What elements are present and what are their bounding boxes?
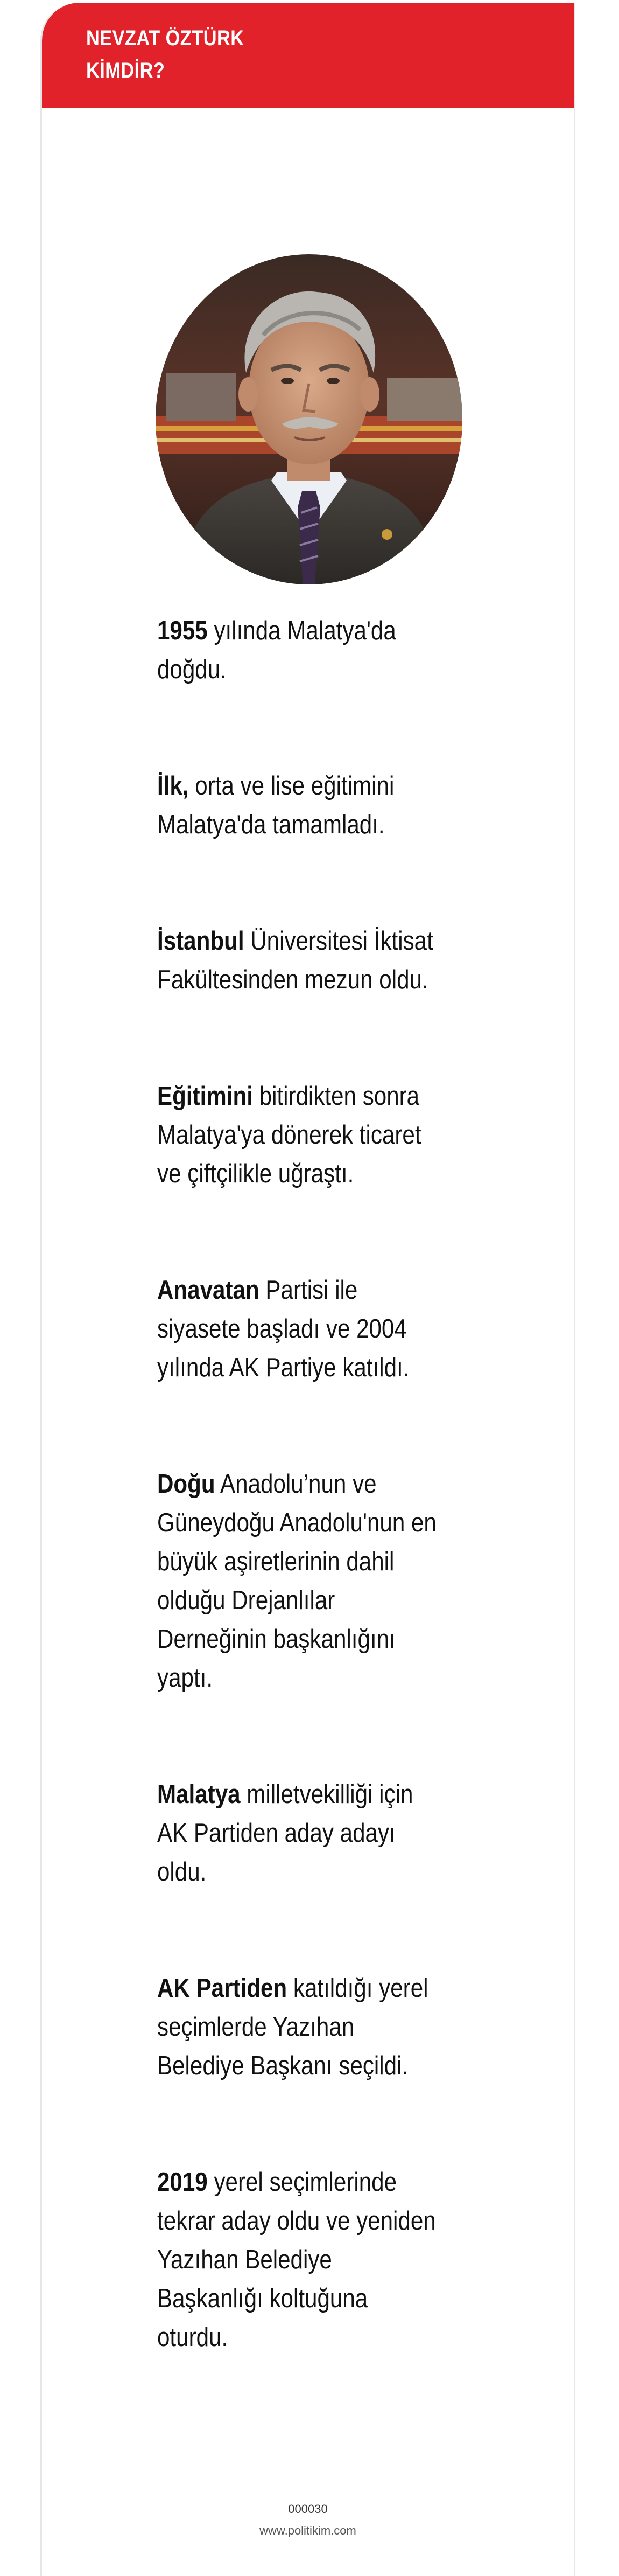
fact-highlight: Eğitimini (157, 1082, 253, 1111)
fact-highlight: Anavatan (157, 1276, 259, 1305)
fact-line: oldu. (157, 1857, 207, 1886)
portrait-photo (156, 254, 462, 584)
fact-line: yaptı. (157, 1663, 213, 1693)
fact-line: oturdu. (157, 2323, 228, 2352)
fact-paragraph (157, 1775, 453, 1891)
fact-paragraph (157, 922, 453, 999)
fact-paragraph (157, 2163, 453, 2357)
fact-line: Belediye Başkanı seçildi. (157, 2051, 409, 2080)
fact-highlight: AK Partiden (157, 1974, 287, 2003)
fact-line: tekrar aday oldu ve yeniden (157, 2206, 436, 2236)
fact-line: Yazıhan Belediye (157, 2245, 332, 2274)
fact-highlight: 1955 (157, 616, 208, 645)
fact-highlight: 2019 (157, 2168, 208, 2197)
fact-line (157, 1271, 453, 1310)
fact-paragraph (157, 1271, 453, 1387)
fact-line: Güneydoğu Anadolu'nun en (157, 1508, 437, 1537)
fact-line: olduğu Drejanlılar (157, 1586, 335, 1615)
fact-line: AK Partiden aday adayı (157, 1819, 396, 1848)
fact-line (157, 767, 453, 805)
fact-line (157, 1077, 453, 1116)
fact-paragraph (157, 611, 453, 689)
fact-text: katıldığı yerel (287, 1974, 428, 2003)
fact-text: Üniversitesi İktisat (244, 927, 433, 956)
footer-url[interactable]: www.politikim.com (259, 2524, 356, 2537)
page-title (86, 22, 318, 87)
header-banner (42, 3, 574, 108)
fact-line: yılında AK Partiye katıldı. (157, 1353, 410, 1382)
fact-highlight: İlk, (157, 771, 189, 800)
fact-highlight: Malatya (157, 1780, 241, 1809)
fact-line (157, 922, 453, 960)
fact-line (157, 611, 453, 650)
fact-paragraph (157, 1969, 453, 2085)
fact-line: siyasete başladı ve 2004 (157, 1314, 407, 1343)
fact-line: doğdu. (157, 655, 227, 684)
fact-highlight: İstanbul (157, 927, 244, 956)
fact-line: büyük aşiretlerinin dahil (157, 1547, 395, 1576)
fact-text: bitirdikten sonra (252, 1082, 420, 1111)
fact-text: Partisi ile (259, 1276, 358, 1305)
fact-text: Anadolu’nun ve (215, 1470, 377, 1499)
title-line-1: NEVZAT ÖZTÜRK (86, 26, 244, 50)
fact-text: orta ve lise eğitimini (188, 771, 395, 800)
footer-code: 000030 (288, 2502, 328, 2516)
fact-text: yerel seçimlerinde (207, 2168, 397, 2197)
fact-line: Derneğinin başkanlığını (157, 1625, 396, 1654)
fact-line (157, 1465, 453, 1503)
fact-line: Malatya'da tamamladı. (157, 810, 385, 839)
fact-text: milletvekilliği için (240, 1780, 413, 1809)
fact-line (157, 1775, 453, 1814)
fact-paragraph (157, 1465, 453, 1697)
fact-line: seçimlerde Yazıhan (157, 2013, 355, 2042)
fact-highlight: Doğu (157, 1470, 215, 1499)
fact-line (157, 1969, 453, 2008)
fact-line: Başkanlığı koltuğuna (157, 2284, 368, 2313)
fact-paragraph (157, 1077, 453, 1193)
fact-line: Malatya'ya dönerek ticaret (157, 1120, 421, 1150)
fact-paragraph (157, 767, 453, 844)
fact-text: yılında Malatya'da (207, 616, 396, 645)
profile-card (40, 3, 575, 2576)
fact-line: ve çiftçilikle uğraştı. (157, 1159, 354, 1188)
title-line-2: KİMDİR? (86, 59, 165, 82)
fact-line (157, 2163, 453, 2202)
fact-line: Fakültesinden mezun oldu. (157, 965, 428, 994)
